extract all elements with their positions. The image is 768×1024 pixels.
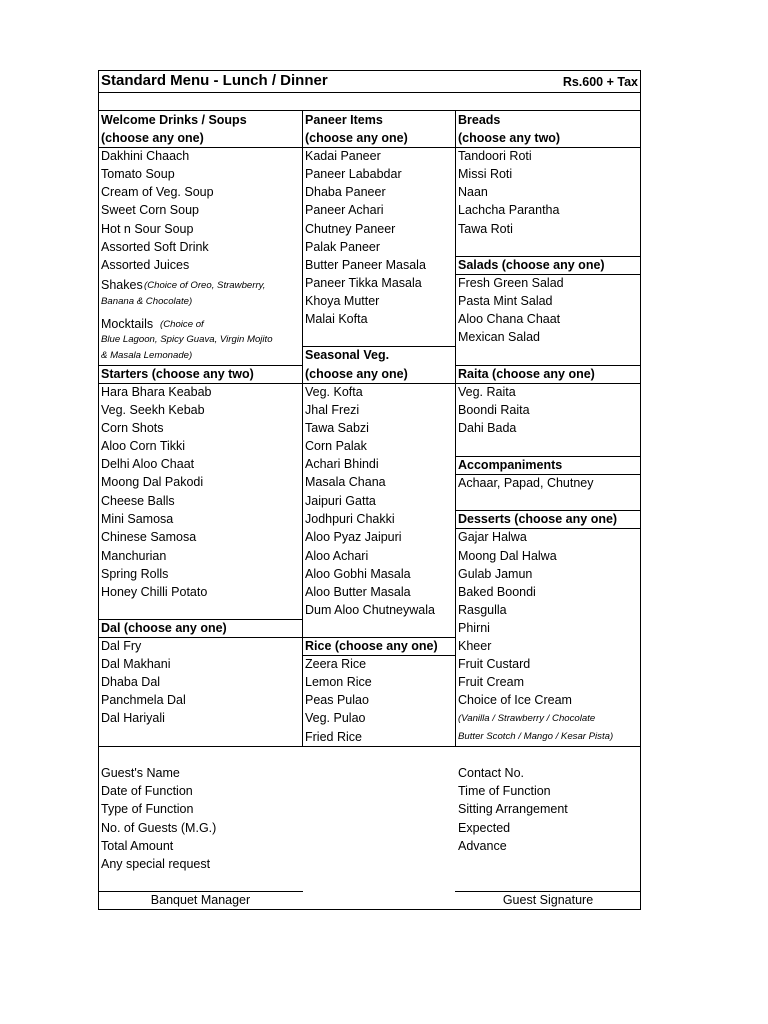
paneer-item: Paneer Tikka Masala (305, 276, 422, 290)
desserts-title: Desserts (choose any one) (458, 512, 618, 526)
frame-bottom (98, 909, 641, 910)
seasonal-title: Seasonal Veg. (305, 348, 390, 362)
raita-title: Raita (choose any one) (458, 367, 595, 381)
drinks-item: Sweet Corn Soup (101, 203, 199, 217)
starters-item: Honey Chilli Potato (101, 585, 208, 599)
accompaniments-item: Achaar, Papad, Chutney (458, 476, 594, 490)
seasonal-item: Jodhpuri Chakki (305, 512, 395, 526)
starters-item: Cheese Balls (101, 494, 175, 508)
table-bottom (98, 746, 641, 747)
seasonal-item: Aloo Gobhi Masala (305, 567, 411, 581)
seasonal-item: Veg. Kofta (305, 385, 363, 399)
starters-item: Chinese Samosa (101, 530, 197, 544)
mocktails-note: (Choice of (160, 319, 204, 330)
breads-title: Breads (458, 113, 501, 127)
seasonal-item: Jhal Frezi (305, 403, 360, 417)
rice-item: Lemon Rice (305, 675, 372, 689)
field-advance: Advance (458, 839, 507, 853)
drinks-item: Assorted Soft Drink (101, 240, 209, 254)
starters-item: Manchurian (101, 549, 167, 563)
field-guest-name: Guest's Name (101, 766, 180, 780)
seasonal-item: Achari Bhindi (305, 457, 379, 471)
field-type-of-function: Type of Function (101, 802, 194, 816)
shakes-note: (Choice of Oreo, Strawberry, (144, 280, 266, 291)
salads-item: Mexican Salad (458, 330, 540, 344)
dal-item: Dal Fry (101, 639, 142, 653)
desserts-item: Moong Dal Halwa (458, 549, 557, 563)
drinks-item: Cream of Veg. Soup (101, 185, 214, 199)
paneer-item: Kadai Paneer (305, 149, 381, 163)
seasonal-subtitle: (choose any one) (305, 367, 408, 381)
paneer-item: Paneer Achari (305, 203, 384, 217)
desserts-item: Gulab Jamun (458, 567, 533, 581)
seasonal-item: Masala Chana (305, 475, 386, 489)
starters-title: Starters (choose any two) (101, 367, 254, 381)
breads-item: Missi Roti (458, 167, 513, 181)
field-no-of-guests: No. of Guests (M.G.) (101, 821, 217, 835)
paneer-item: Khoya Mutter (305, 294, 380, 308)
starters-item: Spring Rolls (101, 567, 169, 581)
breads-item: Naan (458, 185, 488, 199)
frame-top (98, 70, 641, 71)
breads-subtitle: (choose any two) (458, 131, 561, 145)
mocktails-label: Mocktails (101, 317, 154, 331)
dal-item: Dal Hariyali (101, 711, 165, 725)
frame-left (98, 70, 99, 910)
shakes-note: Banana & Chocolate) (101, 296, 193, 307)
desserts-item: Gajar Halwa (458, 530, 527, 544)
paneer-item: Palak Paneer (305, 240, 381, 254)
rice-item: Veg. Pulao (305, 711, 366, 725)
salads-title: Salads (choose any one) (458, 258, 605, 272)
frame-right (640, 70, 641, 910)
dal-title: Dal (choose any one) (101, 621, 227, 635)
desserts-item: Fruit Custard (458, 657, 531, 671)
paneer-item: Dhaba Paneer (305, 185, 386, 199)
starters-item: Corn Shots (101, 421, 164, 435)
desserts-item: Fruit Cream (458, 675, 524, 689)
desserts-item: Phirni (458, 621, 490, 635)
starters-item: Moong Dal Pakodi (101, 475, 204, 489)
seasonal-item: Aloo Pyaz Jaipuri (305, 530, 402, 544)
paneer-item: Malai Kofta (305, 312, 368, 326)
desserts-item: Baked Boondi (458, 585, 536, 599)
drinks-item: Dakhini Chaach (101, 149, 190, 163)
desserts-note: Butter Scotch / Mango / Kesar Pista) (458, 731, 614, 742)
paneer-title: Paneer Items (305, 113, 383, 127)
field-expected: Expected (458, 821, 511, 835)
seasonal-item: Jaipuri Gatta (305, 494, 376, 508)
dal-item: Dhaba Dal (101, 675, 161, 689)
paneer-item: Butter Paneer Masala (305, 258, 426, 272)
desserts-item: Choice of Ice Cream (458, 693, 572, 707)
rice-item: Zeera Rice (305, 657, 367, 671)
seasonal-item: Aloo Butter Masala (305, 585, 411, 599)
field-contact-no: Contact No. (458, 766, 525, 780)
drinks-item: Tomato Soup (101, 167, 175, 181)
field-time-of-function: Time of Function (458, 784, 551, 798)
field-sitting-arrangement: Sitting Arrangement (458, 802, 568, 816)
rice-item: Peas Pulao (305, 693, 369, 707)
header-divider (98, 92, 641, 93)
drinks-subtitle: (choose any one) (101, 131, 204, 145)
seasonal-item: Dum Aloo Chutneywala (305, 603, 435, 617)
sig-guest-signature: Guest Signature (502, 893, 594, 907)
mocktails-note: & Masala Lemonade) (101, 350, 193, 361)
starters-item: Veg. Seekh Kebab (101, 403, 205, 417)
seasonal-item: Tawa Sabzi (305, 421, 369, 435)
drinks-item: Hot n Sour Soup (101, 222, 194, 236)
paneer-subtitle: (choose any one) (305, 131, 408, 145)
drinks-item: Assorted Juices (101, 258, 190, 272)
raita-item: Veg. Raita (458, 385, 516, 399)
rice-item: Fried Rice (305, 730, 362, 744)
drinks-title: Welcome Drinks / Soups (101, 113, 247, 127)
seasonal-item: Corn Palak (305, 439, 367, 453)
field-total-amount: Total Amount (101, 839, 174, 853)
desserts-item: Rasgulla (458, 603, 507, 617)
mocktails-note: Blue Lagoon, Spicy Guava, Virgin Mojito (101, 334, 273, 345)
menu-price: Rs.600 + Tax (562, 75, 638, 89)
paneer-item: Chutney Paneer (305, 222, 396, 236)
shakes-label: Shakes (101, 278, 143, 292)
breads-item: Lachcha Parantha (458, 203, 560, 217)
dal-item: Dal Makhani (101, 657, 171, 671)
starters-item: Mini Samosa (101, 512, 174, 526)
starters-item: Delhi Aloo Chaat (101, 457, 195, 471)
rice-title: Rice (choose any one) (305, 639, 438, 653)
accompaniments-title: Accompaniments (458, 458, 563, 472)
desserts-item: Kheer (458, 639, 492, 653)
col-sep-2 (455, 110, 456, 746)
sig-banquet-manager: Banquet Manager (150, 893, 251, 907)
seasonal-item: Aloo Achari (305, 549, 369, 563)
raita-item: Boondi Raita (458, 403, 530, 417)
paneer-item: Paneer Lababdar (305, 167, 402, 181)
raita-item: Dahi Bada (458, 421, 517, 435)
breads-item: Tandoori Roti (458, 149, 532, 163)
desserts-note: (Vanilla / Strawberry / Chocolate (458, 713, 596, 724)
salads-item: Aloo Chana Chaat (458, 312, 561, 326)
menu-title: Standard Menu - Lunch / Dinner (101, 72, 328, 89)
dal-item: Panchmela Dal (101, 693, 186, 707)
starters-item: Aloo Corn Tikki (101, 439, 186, 453)
breads-item: Tawa Roti (458, 222, 513, 236)
starters-item: Hara Bhara Keabab (101, 385, 212, 399)
salads-item: Fresh Green Salad (458, 276, 564, 290)
field-date-of-function: Date of Function (101, 784, 193, 798)
salads-item: Pasta Mint Salad (458, 294, 553, 308)
col-sep-1 (302, 110, 303, 746)
field-special-request: Any special request (101, 857, 211, 871)
